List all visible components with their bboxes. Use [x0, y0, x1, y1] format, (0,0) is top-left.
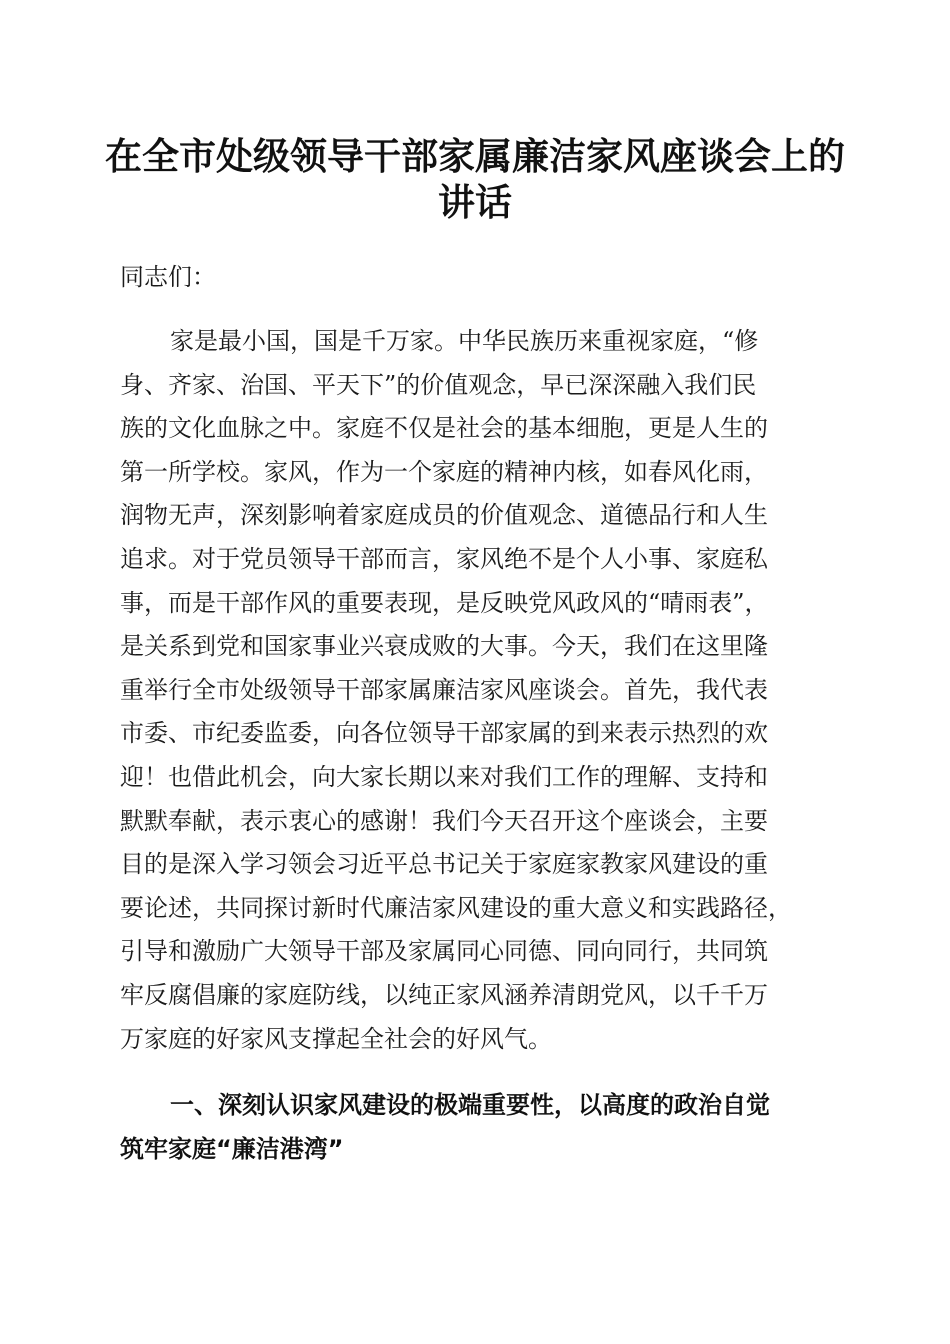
- section-heading-line: 筑牢家庭“廉洁港湾”: [120, 1135, 344, 1163]
- paragraph-line: 市委、市纪委监委，向各位领导干部家属的到来表示热烈的欢: [120, 719, 768, 748]
- paragraph-line: 族的文化血脉之中。家庭不仅是社会的基本细胞，更是人生的: [120, 414, 768, 443]
- opening-paragraph: [120, 320, 835, 1061]
- paragraph-line: 重举行全市处级领导干部家属廉洁家风座谈会。首先，我代表: [120, 675, 768, 704]
- paragraph-line: 第一所学校。家风，作为一个家庭的精神内核，如春风化雨，: [120, 457, 768, 486]
- title-line: 在全市处级领导干部家属廉洁家风座谈会上的: [105, 134, 845, 178]
- paragraph-line: 牢反腐倡廉的家庭防线，以纯正家风涵养清朗党风，以千千万: [120, 980, 768, 1009]
- paragraph-line: 目的是深入学习领会习近平总书记关于家庭家教家风建设的重: [120, 850, 768, 879]
- paragraph-line: 迎！也借此机会，向大家长期以来对我们工作的理解、支持和: [120, 762, 768, 791]
- paragraph-line: 万家庭的好家风支撑起全社会的好风气。: [120, 1024, 552, 1053]
- section-heading: [120, 1083, 835, 1171]
- paragraph-line: 默默奉献，表示衷心的感谢！我们今天召开这个座谈会，主要: [120, 806, 768, 835]
- paragraph-line: 追求。对于党员领导干部而言，家风绝不是个人小事、家庭私: [120, 544, 768, 573]
- title-line: 讲话: [438, 180, 512, 224]
- paragraph-line: 引导和激励广大领导干部及家属同心同德、同向同行，共同筑: [120, 937, 768, 966]
- section-heading-line: 一、深刻认识家风建设的极端重要性，以高度的政治自觉: [170, 1091, 770, 1119]
- paragraph-line: 家是最小国，国是千万家。中华民族历来重视家庭，“修: [170, 327, 759, 355]
- salutation: 同志们：: [120, 263, 216, 291]
- paragraph-line: 要论述，共同探讨新时代廉洁家风建设的重大意义和实践路径，: [120, 893, 792, 922]
- paragraph-line: 润物无声，深刻影响着家庭成员的价值观念、道德品行和人生: [120, 501, 768, 530]
- paragraph-line: 是关系到党和国家事业兴衰成败的大事。今天，我们在这里隆: [120, 632, 768, 661]
- paragraph-line: 身、齐家、治国、平天下”的价值观念，早已深深融入我们民: [120, 370, 757, 399]
- paragraph-line: 事，而是干部作风的重要表现，是反映党风政风的“晴雨表”，: [120, 588, 769, 617]
- document-title: [100, 133, 850, 225]
